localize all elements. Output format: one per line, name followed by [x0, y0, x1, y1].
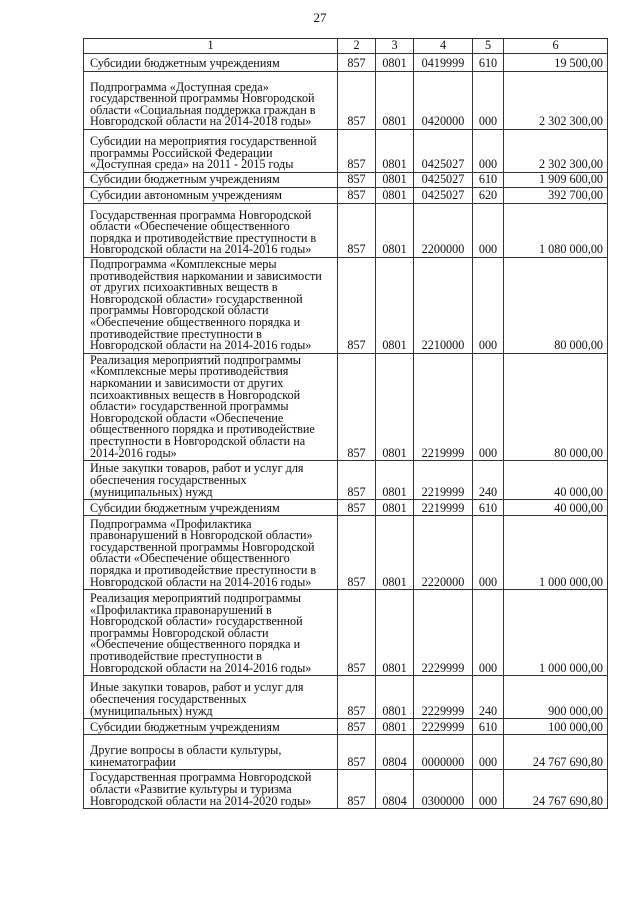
- table-row: [84, 719, 608, 735]
- row-code-5-cell: 610: [473, 500, 504, 516]
- row-code-5-cell: 610: [473, 173, 504, 188]
- row-code-2-cell: 857: [338, 516, 376, 590]
- row-code-4-cell: 0420000: [414, 72, 473, 130]
- row-code-4-cell: 2219999: [414, 461, 473, 500]
- row-code-2-cell: 857: [338, 258, 376, 354]
- row-name-cell: Субсидии бюджетным учреждениям: [84, 719, 338, 735]
- row-code-5-cell: 000: [473, 516, 504, 590]
- row-name-cell: Подпрограмма «Доступная среда» государственной программы Новгородской области «Социальная поддержка граждан в Новгородской области на 2014-2018 годы»: [84, 72, 338, 130]
- column-header-2: 2: [338, 39, 376, 54]
- row-code-5-cell: 000: [473, 72, 504, 130]
- row-code-5-cell: 620: [473, 188, 504, 204]
- row-amount-cell: 1 080 000,00: [504, 204, 608, 258]
- row-amount-cell: 24 767 690,80: [504, 770, 608, 809]
- row-code-3-cell: 0801: [376, 258, 414, 354]
- table-row: [84, 735, 608, 770]
- row-code-3-cell: 0801: [376, 676, 414, 719]
- row-code-3-cell: 0801: [376, 590, 414, 676]
- row-amount-cell: 1 000 000,00: [504, 590, 608, 676]
- row-code-3-cell: 0801: [376, 353, 414, 460]
- table-header-row: [84, 39, 608, 54]
- row-name-cell: Государственная программа Новгородской области «Обеспечение общественного порядка и противодействие преступности в Новгородской области на 2014-2016 годы»: [84, 204, 338, 258]
- row-code-4-cell: 0425027: [414, 173, 473, 188]
- row-name-cell: Иные закупки товаров, работ и услуг для обеспечения государственных (муниципальных) нужд: [84, 676, 338, 719]
- row-amount-cell: 1 909 600,00: [504, 173, 608, 188]
- column-header-3: 3: [376, 39, 414, 54]
- table-row: [84, 676, 608, 719]
- row-code-2-cell: 857: [338, 72, 376, 130]
- row-code-2-cell: 857: [338, 719, 376, 735]
- row-amount-cell: 900 000,00: [504, 676, 608, 719]
- row-code-5-cell: 000: [473, 590, 504, 676]
- row-code-3-cell: 0801: [376, 173, 414, 188]
- table-row: [84, 188, 608, 204]
- row-code-4-cell: 0425027: [414, 130, 473, 173]
- row-code-3-cell: 0801: [376, 72, 414, 130]
- table-row: [84, 54, 608, 72]
- row-code-2-cell: 857: [338, 590, 376, 676]
- row-amount-cell: 40 000,00: [504, 500, 608, 516]
- row-code-3-cell: 0804: [376, 770, 414, 809]
- row-amount-cell: 392 700,00: [504, 188, 608, 204]
- row-name-cell: Подпрограмма «Комплексные меры противодействия наркомании и зависимости от других психоактивных веществ в Новгородской области» государственной программы Новгородской области «Обеспечение общественного порядка и противодействие преступности в Новгородской области на 2014-2016 годы»: [84, 258, 338, 354]
- row-code-5-cell: 000: [473, 204, 504, 258]
- row-amount-cell: 80 000,00: [504, 353, 608, 460]
- row-code-5-cell: 240: [473, 676, 504, 719]
- row-code-3-cell: 0801: [376, 719, 414, 735]
- row-code-2-cell: 857: [338, 500, 376, 516]
- row-name-cell: Реализация мероприятий подпрограммы «Комплексные меры противодействия наркомании и зависимости от других психоактивных веществ в Новгородской области» государственной программы Новгородской области «Обеспечение общественного порядка и противодействие преступности в Новгородской области на 2014-2016 годы»: [84, 353, 338, 460]
- row-code-4-cell: 2200000: [414, 204, 473, 258]
- table-row: [84, 590, 608, 676]
- row-code-2-cell: 857: [338, 54, 376, 72]
- page-number: 27: [313, 10, 327, 25]
- row-code-5-cell: 000: [473, 130, 504, 173]
- table-row: [84, 770, 608, 809]
- row-code-2-cell: 857: [338, 204, 376, 258]
- row-code-4-cell: 2219999: [414, 500, 473, 516]
- table-row: [84, 461, 608, 500]
- row-name-cell: Государственная программа Новгородской области «Развитие культуры и туризма Новгородской области на 2014-2020 годы»: [84, 770, 338, 809]
- row-code-3-cell: 0801: [376, 516, 414, 590]
- row-name-cell: Реализация мероприятий подпрограммы «Профилактика правонарушений в Новгородской области» государственной программы Новгородской области «Обеспечение общественного порядка и противодействие преступности в Новгородской области на 2014-2016 годы»: [84, 590, 338, 676]
- row-code-5-cell: 000: [473, 258, 504, 354]
- row-code-4-cell: 2210000: [414, 258, 473, 354]
- row-amount-cell: 2 302 300,00: [504, 130, 608, 173]
- column-header-5: 5: [473, 39, 504, 54]
- row-code-5-cell: 000: [473, 735, 504, 770]
- row-name-cell: Субсидии автономным учреждениям: [84, 188, 338, 204]
- row-code-5-cell: 000: [473, 353, 504, 460]
- row-amount-cell: 1 000 000,00: [504, 516, 608, 590]
- row-code-5-cell: 240: [473, 461, 504, 500]
- row-name-cell: Субсидии бюджетным учреждениям: [84, 173, 338, 188]
- row-amount-cell: 40 000,00: [504, 461, 608, 500]
- table-row: [84, 204, 608, 258]
- row-name-cell: Иные закупки товаров, работ и услуг для обеспечения государственных (муниципальных) нужд: [84, 461, 338, 500]
- row-amount-cell: 80 000,00: [504, 258, 608, 354]
- row-code-4-cell: 2229999: [414, 590, 473, 676]
- table-row: [84, 258, 608, 354]
- row-code-2-cell: 857: [338, 770, 376, 809]
- table-row: [84, 500, 608, 516]
- row-code-2-cell: 857: [338, 130, 376, 173]
- column-header-1: 1: [84, 39, 338, 54]
- column-header-4: 4: [414, 39, 473, 54]
- row-code-5-cell: 000: [473, 770, 504, 809]
- row-code-3-cell: 0801: [376, 130, 414, 173]
- row-code-2-cell: 857: [338, 676, 376, 719]
- row-code-4-cell: 0300000: [414, 770, 473, 809]
- row-code-5-cell: 610: [473, 54, 504, 72]
- row-name-cell: Субсидии бюджетным учреждениям: [84, 500, 338, 516]
- row-code-2-cell: 857: [338, 188, 376, 204]
- row-code-5-cell: 610: [473, 719, 504, 735]
- row-code-4-cell: 2219999: [414, 353, 473, 460]
- row-code-3-cell: 0804: [376, 735, 414, 770]
- row-code-4-cell: 2220000: [414, 516, 473, 590]
- row-name-cell: Субсидии на мероприятия государственной программы Российской Федерации «Доступная среда» на 2011 - 2015 годы: [84, 130, 338, 173]
- row-amount-cell: 19 500,00: [504, 54, 608, 72]
- row-code-3-cell: 0801: [376, 204, 414, 258]
- table-row: [84, 516, 608, 590]
- row-code-4-cell: 0425027: [414, 188, 473, 204]
- budget-table: [83, 38, 608, 809]
- row-code-3-cell: 0801: [376, 461, 414, 500]
- row-code-2-cell: 857: [338, 173, 376, 188]
- row-code-3-cell: 0801: [376, 500, 414, 516]
- table-row: [84, 130, 608, 173]
- row-name-cell: Другие вопросы в области культуры, кинематографии: [84, 735, 338, 770]
- table-body: [84, 54, 608, 809]
- table-row: [84, 353, 608, 460]
- row-code-3-cell: 0801: [376, 54, 414, 72]
- table-row: [84, 72, 608, 130]
- row-name-cell: Подпрограмма «Профилактика правонарушений в Новгородской области» государственной программы Новгородской области «Обеспечение общественного порядка и противодействие преступности в Новгородской области на 2014-2016 годы»: [84, 516, 338, 590]
- row-code-2-cell: 857: [338, 353, 376, 460]
- row-code-3-cell: 0801: [376, 188, 414, 204]
- row-amount-cell: 2 302 300,00: [504, 72, 608, 130]
- row-code-2-cell: 857: [338, 735, 376, 770]
- table-row: [84, 173, 608, 188]
- row-amount-cell: 24 767 690,80: [504, 735, 608, 770]
- row-code-4-cell: 0419999: [414, 54, 473, 72]
- row-name-cell: Субсидии бюджетным учреждениям: [84, 54, 338, 72]
- row-code-4-cell: 2229999: [414, 676, 473, 719]
- column-header-6: 6: [504, 39, 608, 54]
- row-amount-cell: 100 000,00: [504, 719, 608, 735]
- row-code-4-cell: 2229999: [414, 719, 473, 735]
- row-code-4-cell: 0000000: [414, 735, 473, 770]
- row-code-2-cell: 857: [338, 461, 376, 500]
